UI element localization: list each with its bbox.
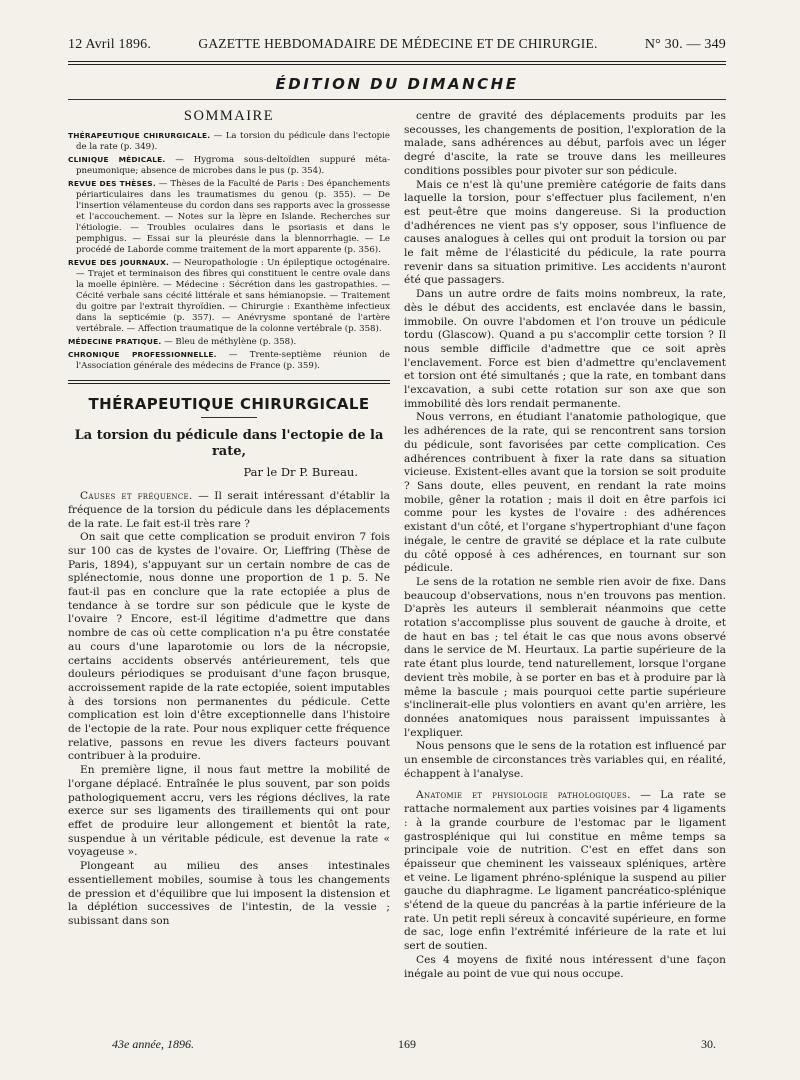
left-article-body [68, 490, 390, 929]
sommaire-title: SOMMAIRE [183, 108, 275, 124]
sommaire-entry-text: — La torsion du pédicule dans l'ectopie de la rate (p. 349). [76, 130, 390, 152]
sommaire-entry [68, 257, 390, 335]
issue-date: 12 Avril 1896. [68, 37, 152, 52]
section-rule [201, 417, 257, 418]
footer-year: 43e année, 1896. [112, 1037, 194, 1051]
page-footer [68, 1037, 726, 1052]
sommaire-rule [68, 380, 390, 384]
right-paragraph: Nous verrons, en étudiant l'anatomie pathologique, que les adhérences de la rate, qui se rencontrent sans torsion du pédicule, sont favorisées par cette complication. Ces adhérences contribuent à fixer la rate dans sa situation vicieuse. Existent-elles avant que la torsion se soit produite ? Sans doute, elles peuvent, en rendant la rate moins mobile, gêner la rotation ; mais il doit en être parfois ici comme pour les kystes de l'ovaire : des adhérences existant d'un côté, et l'organe s'hypertrophiant d'une façon inégale, le centre de gravité se déplace et la rate culbute du côté opposé à ces adhérences, en tournant sur son pédicule. [404, 411, 726, 575]
issue-page-number: N° 30. — 349 [644, 37, 726, 52]
right-paragraph: centre de gravité des déplacements produits par les secousses, les changements de position, l'exploration de la malade, sans adhérences au début, parfois avec un léger degré d'ascite, la rate se trouve dans les meilleures conditions possibles pour pivoter sur son pédicule. [404, 110, 726, 177]
right-article-body [404, 110, 726, 981]
right-paragraph: Dans un autre ordre de faits moins nombreux, la rate, dès le début des accidents, est enclavée dans le bassin, immobile. On ouvre l'abdomen et l'on trouve un pédicule tordu (Glascow). Quand a pu s'accomplir cette torsion ? Il nous semble difficile d'admettre que ce soit après l'enclavement. Force est bien d'admettre qu'enclavement et torsion ont été simultanés ; que la rate, en tombant dans l'excavation, a subi cette rotation sur son axe que son immobilité dès lors rendait permanente. [404, 288, 726, 410]
edition-rule [68, 99, 726, 100]
text-columns [68, 110, 726, 981]
sommaire-entry [68, 349, 390, 372]
newspaper-page [68, 36, 726, 1056]
sommaire-entry-heading: THÉRAPEUTIQUE CHIRURGICALE. [68, 130, 211, 140]
right-paragraph: Le sens de la rotation ne semble rien avoir de fixe. Dans beaucoup d'observations, nous n'en trouvons pas mention. D'après les auteurs il semblerait néanmoins que cette rotation s'accomplisse plus souvent de gauche à droite, et de haut en bas ; tel était le cas que nous avons observé dans le service de M. Heurtaux. La partie supérieure de la rate étant plus lourde, tend naturellement, lorsque l'organe devient très mobile, à se porter en bas et à produire par là même la bascule ; mais pourquoi cette partie supérieure s'inclinerait-elle plus volontiers en avant qu'en arrière, les données anatomiques nous paraissent impuissantes à l'expliquer. [404, 575, 726, 739]
left-paragraph: Plongeant au milieu des anses intestinales essentiellement mobiles, soumise à tous les changements de pression et d'équilibre que lui imposent la distension et la déplétion successives de l'intestin, de la vessie ; subissant dans son [68, 860, 390, 927]
left-paragraph: Causes et fréquence. — Il serait intéressant d'établir la fréquence de la torsion du pédicule dans les déplacements de la rate. Le fait est-il très rare ? [68, 490, 390, 530]
section-title: THÉRAPEUTIQUE CHIRURGICALE [88, 394, 370, 413]
sommaire-entry-text: — Neuropathologie : Un épileptique octogénaire. — Trajet et terminaison des fibres qui constituent le centre ovale dans la moelle épinière. — Médecine : Sécrétion dans les gastropathies. — Cécité verbale sans cécité littérale et sans hémianopsie. — Traitement du goitre par l'extrait thyroïdien. — Chirurgie : Exanthème infectieux dans la septicémie (p. 357). — Anévrysme spontané de l'artère vertébrale. — Affection traumatique de la colonne vertébrale (p. 358). [76, 257, 391, 334]
footer-issue-number: 30. [701, 1037, 716, 1051]
footer-page-number: 169 [398, 1037, 416, 1051]
sommaire-entry-heading: MÉDECINE PRATIQUE. [68, 336, 162, 346]
right-paragraph: Ces 4 moyens de fixité nous intéressent d'une façon inégale au point de vue qui nous occupe. [404, 953, 726, 980]
sommaire-entry-text: — Bleu de méthylène (p. 358). [161, 336, 297, 347]
left-column [68, 110, 390, 981]
running-head [68, 36, 726, 53]
sommaire-box [68, 110, 390, 384]
sommaire-entry-heading: CLINIQUE MÉDICALE. [68, 154, 166, 164]
right-column [404, 110, 726, 981]
edition-banner: ÉDITION DU DIMANCHE [275, 75, 519, 93]
sommaire-entry [68, 154, 390, 177]
sommaire-entry-text: — Trente-septième réunion de l'Association générale des médecins de France (p. 359). [76, 349, 390, 371]
paragraph-lead-heading: Anatomie et physiologie pathologiques. [416, 789, 631, 802]
sommaire-entry [68, 130, 390, 153]
left-paragraph: On sait que cette complication se produit environ 7 fois sur 100 cas de kystes de l'ovaire. Or, Lieffring (Thèse de Paris, 1894), s'appuyant sur un certain nombre de cas de splénectomie, nous donne une proportion de 1 p. 5. Ne faut-il pas en conclure que la rate ectopiée a plus de tendance à se tordre sur son pédicule que le kyste de l'ovaire ? Encore, est-il légitime d'admettre que dans nombre de cas où cette complication n'a pu être constatée au cours d'une laparotomie ou lors de la nécropsie, certains accidents observés antérieurement, tels que douleurs périodiques se produisant d'une façon brusque, accroissement rapide de la rate ectopiée, soient imputables à des torsions non permanentes du pédicule. Cette complication est loin d'être exceptionnelle dans l'histoire de l'ectopie de la rate. Pour nous expliquer cette fréquence relative, passons en revue les divers facteurs pouvant contribuer à la produire. [68, 531, 390, 763]
journal-title: GAZETTE HEBDOMADAIRE DE MÉDECINE ET DE CHIRURGIE. [198, 36, 598, 51]
header-double-rule [68, 61, 726, 65]
sommaire-entry-heading: CHRONIQUE PROFESSIONNELLE. [68, 349, 217, 359]
article-title: La torsion du pédicule dans l'ectopie de la rate, [74, 428, 384, 460]
right-paragraph: Anatomie et physiologie pathologiques. — La rate se rattache normalement aux parties voisines par 4 ligaments : à la grande courbure de l'estomac par le ligament gastrosplénique qui lui constitue en même temps sa principale voie de nutrition. C'est en effet dans son épaisseur que cheminent les vaisseaux spléniques, artère et veine. Le ligament phréno-splénique la suspend au pilier gauche du diaphragme. Le ligament pancréatico-splénique s'étend de la queue du pancréas à la partie inférieure de la rate. Un petit repli séreux à concavité supérieure, en forme de sac, loge enfin l'extrémité inférieure de la rate et lui sert de soutien. [404, 789, 726, 953]
sommaire-entry-heading: REVUE DES JOURNAUX. [68, 257, 169, 267]
sommaire-entry-text: — Thèses de la Faculté de Paris : Des épanchements périarticulaires dans les traumatismes du genou (p. 355). — De l'insertion vélamenteuse du cordon dans ses rapports avec la grossesse et l'accouchement. — Notes sur la lèpre en Islande. Recherches sur l'étiologie. — Troubles oculaires dans le psoriasis et dans le pemphigus. — Essai sur la pleurésie dans la blennorrhagie. — Le procédé de Laborde comme traitement de la mort apparente (p. 356). [76, 178, 390, 255]
article-author: Par le Dr P. Bureau. [243, 465, 358, 480]
sommaire-list [68, 130, 390, 372]
sommaire-entry [68, 336, 390, 348]
right-paragraph: Mais ce n'est là qu'une première catégorie de faits dans laquelle la torsion, pour s'effectuer plus facilement, n'en est peut-être que moins dangereuse. Si la production d'adhérences ne vient pas s'y opposer, sous l'influence de causes analogues à celles qui ont produit la torsion ou par le fait même de l'élasticité du pédicule, la rate pourra revenir dans sa situation primitive. Les accidents n'auront été que passagers. [404, 178, 726, 287]
sommaire-entry-heading: REVUE DES THÈSES. [68, 178, 156, 188]
left-paragraph: En première ligne, il nous faut mettre la mobilité de l'organe déplacé. Entraînée le plus souvent, par son poids pathologiquement accru, vers les régions déclives, la rate exerce sur ses ligaments des tiraillements qui ont pour effet de produire leur allongement et bientôt la rate, suspendue à un véritable pédicule, est devenue la rate « voyageuse ». [68, 764, 390, 859]
sommaire-entry [68, 178, 390, 256]
sommaire-entry-text: — Hygroma sous-deltoïdien suppuré méta-pneumonique; absence de microbes dans le pus (p. 354). [76, 154, 391, 176]
right-paragraph: Nous pensons que le sens de la rotation est influencé par un ensemble de circonstances très variables qui, en réalité, échappent à l'analyse. [404, 740, 726, 780]
paragraph-lead-heading: Causes et fréquence. [80, 490, 193, 503]
